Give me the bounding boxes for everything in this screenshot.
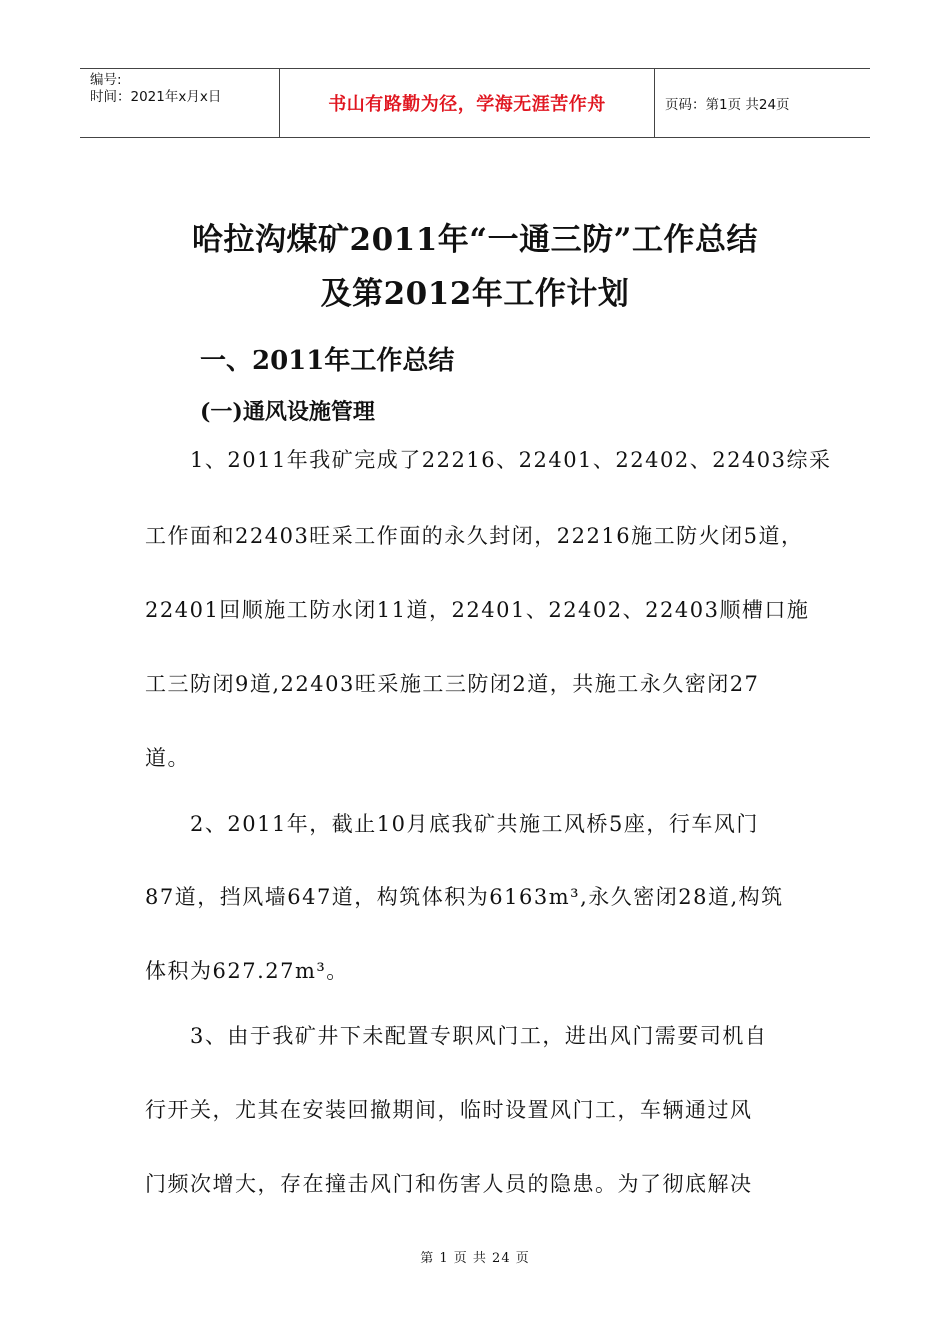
document-title-line2: 及第2012年工作计划 [320,276,630,312]
paragraph-line: 1、2011年我矿完成了22216、22401、22402、22403综采 [190,448,832,472]
paragraph-line: 87道，挡风墙647道，构筑体积为6163m³,永久密闭28道,构筑 [145,885,784,909]
paragraph-line: 行开关，尤其在安装回撤期间，临时设置风门工，车辆通过风 [145,1098,753,1122]
doc-number-label: 编号: [90,72,122,88]
subsection-heading: (一)通风设施管理 [200,399,375,425]
paragraph-line: 工三防闭9道,22403旺采施工三防闭2道，共施工永久密闭27 [145,672,760,696]
document-title-line1: 哈拉沟煤矿2011年“一通三防”工作总结 [192,222,758,258]
paragraph-line: 门频次增大，存在撞击风门和伤害人员的隐患。为了彻底解决 [145,1172,753,1196]
paragraph-line: 道。 [145,746,190,770]
header-motto: 书山有路勤为径，学海无涯苦作舟 [280,69,655,137]
paragraph-line: 体积为627.27m³。 [145,959,349,983]
paragraph-line: 工作面和22403旺采工作面的永久封闭，22216施工防火闭5道， [145,524,804,548]
header-meta [80,69,280,137]
header-table [80,68,870,138]
doc-time-label: 时间：2021年x月x日 [90,89,222,105]
header-page-indicator: 页码：第1页 共24页 [665,97,790,113]
section-heading: 一、2011年工作总结 [200,346,455,376]
paragraph-line: 22401回顺施工防水闭11道，22401、22402、22403顺槽口施 [145,598,810,622]
paragraph-line: 3、由于我矿井下未配置专职风门工，进出风门需要司机自 [190,1024,768,1048]
page-footer: 第 1 页 共 24 页 [420,1251,530,1266]
paragraph-line: 2、2011年，截止10月底我矿共施工风桥5座，行车风门 [190,812,759,836]
